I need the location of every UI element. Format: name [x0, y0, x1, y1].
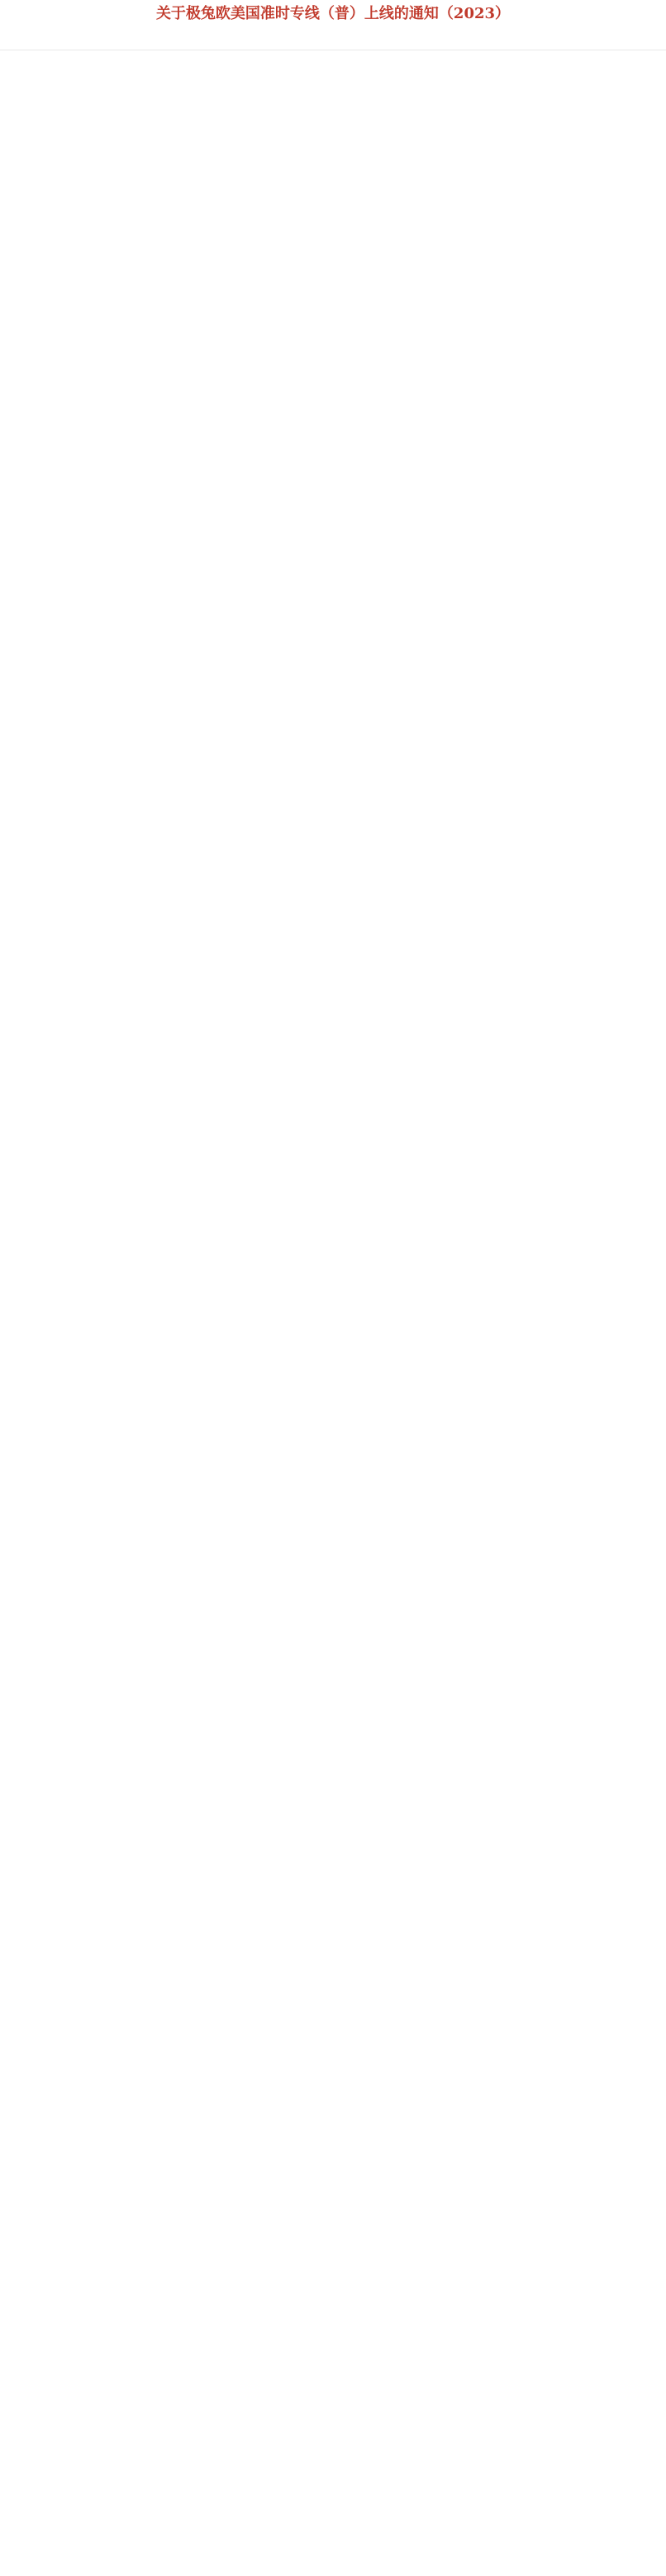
- article-body: [0, 50, 666, 2570]
- article-title: 关于极兔欧美国准时专线（普）上线的通知（2023）: [155, 5, 511, 22]
- article-meta: [0, 25, 666, 41]
